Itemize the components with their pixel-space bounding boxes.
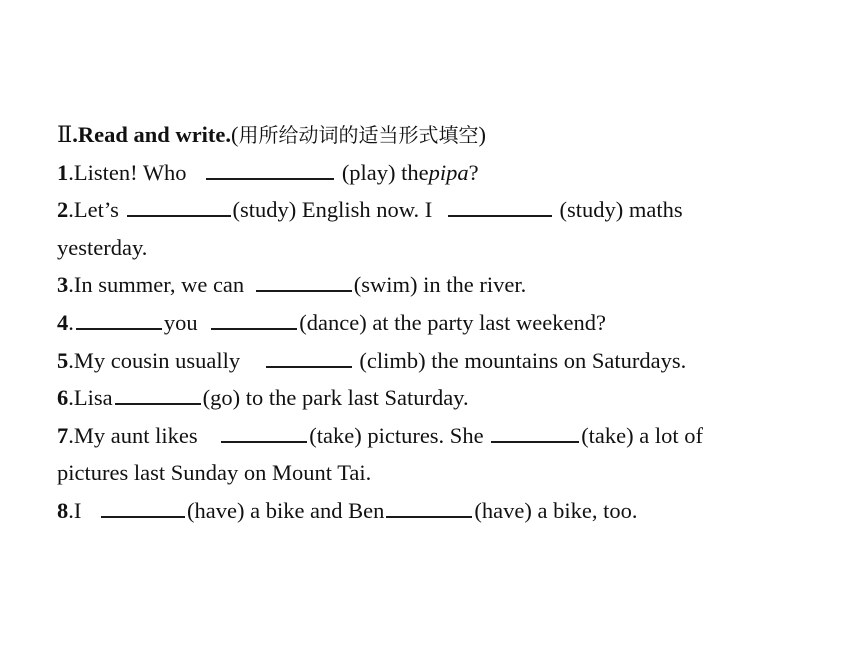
exercise-sheet xyxy=(57,116,837,530)
answer-blank[interactable] xyxy=(448,195,552,217)
question-7 xyxy=(57,417,837,455)
answer-blank[interactable] xyxy=(127,195,231,217)
question-number: 3 xyxy=(57,272,69,298)
question-text: (dance) at the party last weekend? xyxy=(299,309,606,335)
answer-blank[interactable] xyxy=(101,496,185,518)
question-number: 2 xyxy=(57,197,69,223)
question-3 xyxy=(57,266,837,304)
question-7-continued xyxy=(57,454,837,492)
answer-blank[interactable] xyxy=(206,158,334,180)
question-text: .Let’s xyxy=(68,197,119,223)
question-text: (have) a bike and Ben xyxy=(187,497,385,523)
question-text: (play) the xyxy=(341,159,429,185)
question-text: . xyxy=(68,309,74,335)
answer-blank[interactable] xyxy=(211,308,297,330)
question-text: (swim) in the river. xyxy=(353,272,527,298)
question-2-continued xyxy=(57,229,837,267)
question-1 xyxy=(57,154,837,192)
instruction-open: ( xyxy=(231,122,239,147)
section-numeral: Ⅱ xyxy=(57,122,73,147)
question-text: .Lisa xyxy=(68,385,113,411)
question-number: 8 xyxy=(57,497,69,523)
instruction-text: 用所给动词的适当形式填空 xyxy=(238,123,479,147)
question-text: ? xyxy=(468,159,479,185)
question-text: .In summer, we can xyxy=(68,272,245,298)
question-number: 7 xyxy=(57,422,69,448)
question-text-italic: pipa xyxy=(428,159,469,185)
question-text: (go) to the park last Saturday. xyxy=(202,385,469,411)
question-text: you xyxy=(163,309,198,335)
question-text: (climb) the mountains on Saturdays. xyxy=(359,347,687,373)
question-text: .My cousin usually xyxy=(68,347,241,373)
answer-blank[interactable] xyxy=(386,496,472,518)
question-text: .My aunt likes xyxy=(68,422,198,448)
answer-blank[interactable] xyxy=(76,308,162,330)
answer-blank[interactable] xyxy=(491,421,579,443)
question-text: .I xyxy=(68,497,82,523)
question-number: 1 xyxy=(57,159,69,185)
question-4 xyxy=(57,304,837,342)
question-2 xyxy=(57,191,837,229)
answer-blank[interactable] xyxy=(115,383,201,405)
question-text: pictures last Sunday on Mount Tai. xyxy=(57,460,372,486)
question-6 xyxy=(57,379,837,417)
instruction-close: ) xyxy=(478,122,487,147)
question-number: 5 xyxy=(57,347,69,373)
question-text: (study) maths xyxy=(559,197,683,223)
question-text: (have) a bike, too. xyxy=(474,497,638,523)
question-text: (take) a lot of xyxy=(581,422,704,448)
question-text: .Listen! Who xyxy=(68,159,187,185)
question-5 xyxy=(57,342,837,380)
question-number: 6 xyxy=(57,385,69,411)
answer-blank[interactable] xyxy=(221,421,307,443)
section-heading xyxy=(57,116,837,154)
section-title: .Read and write. xyxy=(72,122,232,147)
answer-blank[interactable] xyxy=(256,270,352,292)
question-text: (study) English now. I xyxy=(232,197,433,223)
answer-blank[interactable] xyxy=(266,346,352,368)
question-text: (take) pictures. She xyxy=(309,422,484,448)
question-8 xyxy=(57,492,837,530)
question-text: yesterday. xyxy=(57,234,148,260)
question-number: 4 xyxy=(57,309,69,335)
